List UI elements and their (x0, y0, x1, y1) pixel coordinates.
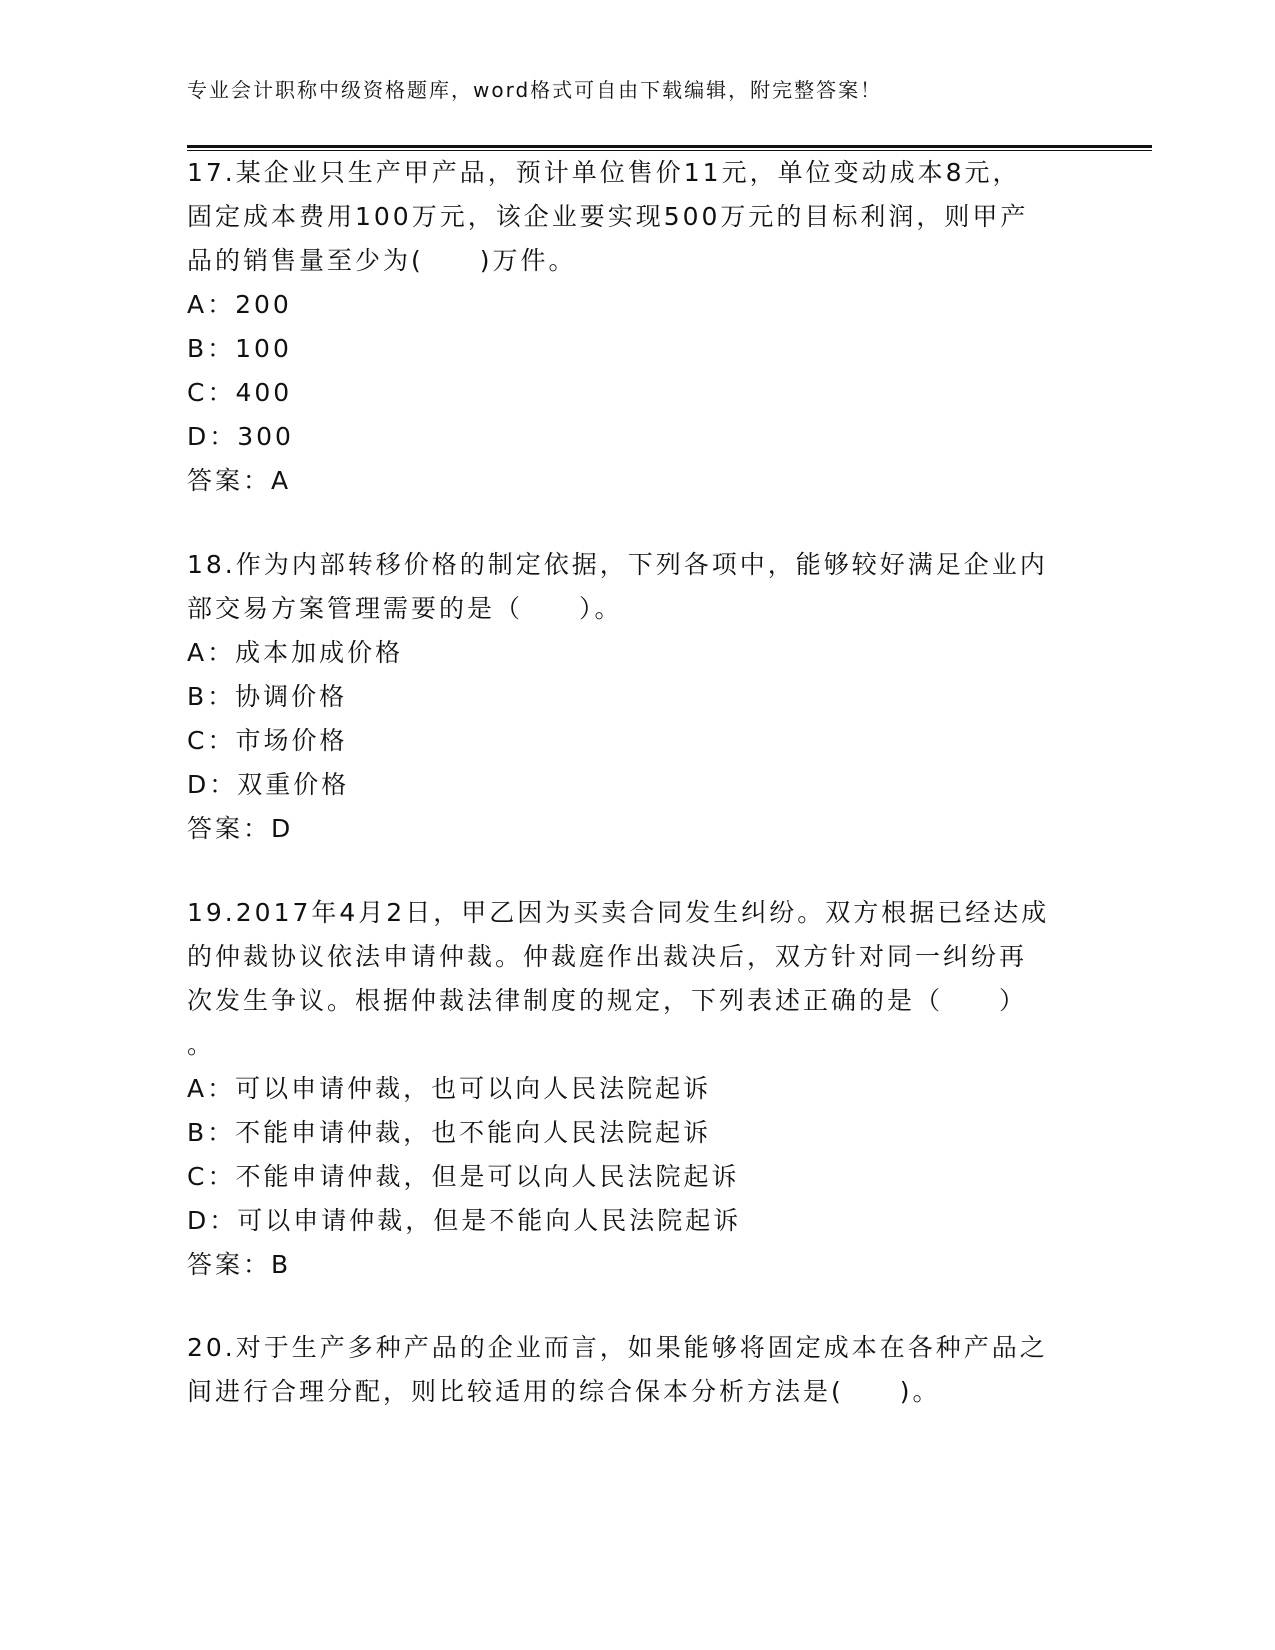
question-17-option-b: B：100 (187, 334, 292, 363)
question-17-option-d: D：300 (187, 422, 294, 451)
question-20-line-1: 20.对于生产多种产品的企业而言，如果能够将固定成本在各种产品之 (187, 1333, 1048, 1362)
question-17-option-c: C：400 (187, 378, 293, 407)
question-18-answer: 答案：D (187, 814, 294, 843)
question-19-answer: 答案：B (187, 1250, 292, 1279)
question-19-option-d: D：可以申请仲裁，但是不能向人民法院起诉 (187, 1206, 742, 1235)
question-18-option-d: D：双重价格 (187, 770, 350, 799)
question-17-answer: 答案：A (187, 466, 292, 495)
question-19-option-c: C：不能申请仲裁，但是可以向人民法院起诉 (187, 1162, 740, 1191)
question-20-line-2: 间进行合理分配，则比较适用的综合保本分析方法是( )。 (187, 1377, 941, 1406)
question-18-line-1: 18.作为内部转移价格的制定依据，下列各项中，能够较好满足企业内 (187, 550, 1048, 579)
question-18-option-c: C：市场价格 (187, 726, 348, 755)
question-17-line-2: 固定成本费用100万元，该企业要实现500万元的目标利润，则甲产 (187, 202, 1029, 231)
question-17-line-3: 品的销售量至少为( )万件。 (187, 246, 577, 275)
question-17-option-a: A：200 (187, 290, 292, 319)
header-divider (187, 145, 1152, 151)
question-18-option-a: A：成本加成价格 (187, 638, 404, 667)
question-19-line-3: 次发生争议。根据仲裁法律制度的规定，下列表述正确的是（ ） (187, 986, 1028, 1015)
question-19-option-b: B：不能申请仲裁，也不能向人民法院起诉 (187, 1118, 712, 1147)
question-19-option-a: A：可以申请仲裁，也可以向人民法院起诉 (187, 1074, 712, 1103)
question-18-line-2: 部交易方案管理需要的是（ ）。 (187, 594, 623, 623)
question-19-line-2: 的仲裁协议依法申请仲裁。仲裁庭作出裁决后，双方针对同一纠纷再 (187, 942, 1028, 971)
question-17-line-1: 17.某企业只生产甲产品，预计单位售价11元，单位变动成本8元， (187, 158, 1021, 187)
question-19-line-4: 。 (187, 1030, 216, 1059)
page-header: 专业会计职称中级资格题库，word格式可自由下载编辑，附完整答案！ (187, 78, 883, 102)
question-19-line-1: 19.2017年4月2日，甲乙因为买卖合同发生纠纷。双方根据已经达成 (187, 898, 1050, 927)
question-18-option-b: B：协调价格 (187, 682, 348, 711)
